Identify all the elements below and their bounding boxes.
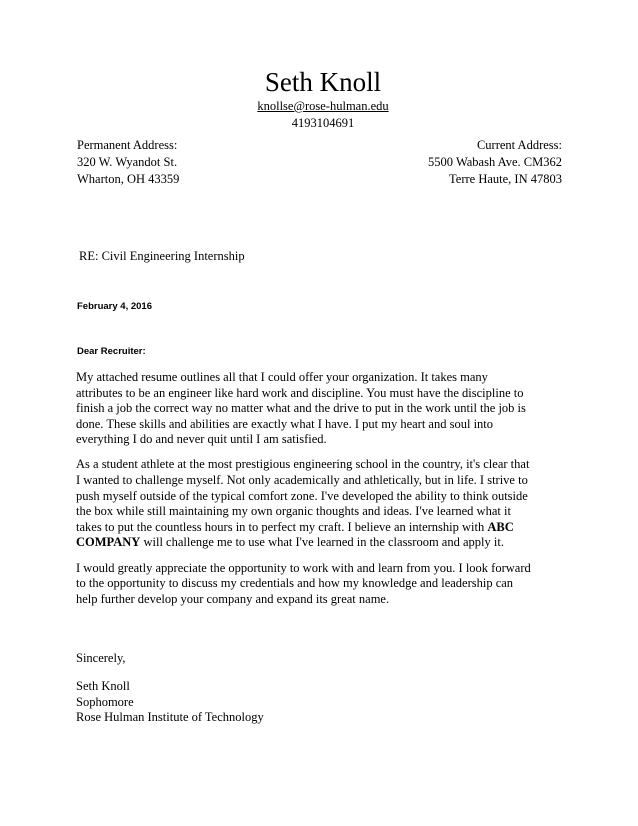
sender-email-link[interactable]: knollse@rose-hulman.edu — [257, 99, 389, 113]
letter-body — [76, 370, 566, 617]
body-line: I would greatly appreciate the opportunity to work with and learn from you. I look forward — [76, 560, 531, 575]
salutation: Dear Recruiter: — [77, 346, 146, 357]
permanent-address-city: Wharton, OH 43359 — [77, 172, 180, 186]
body-line: the box while still maintaining my own organic thoughts and ideas. I've learned what it — [76, 504, 511, 519]
body-line: help further develop your company and expand its great name. — [76, 591, 390, 606]
current-address-street: 5500 Wabash Ave. CM362 — [428, 155, 562, 169]
company-name-bold-cont: COMPANY — [76, 535, 141, 550]
letter-header — [0, 66, 638, 132]
body-line — [76, 535, 566, 551]
sender-phone: 4193104691 — [291, 116, 355, 130]
body-line-text: takes to put the countless hours in to perfect my craft. I believe an internship with — [76, 519, 488, 534]
body-line: I wanted to challenge myself. Not only academically and athletically, but in life. I strive to — [76, 473, 528, 488]
sender-name: Seth Knoll — [264, 67, 382, 97]
body-line: done. These skills and abilities are exactly what I have. I put my heart and soul into — [76, 416, 494, 431]
signature-block — [76, 679, 264, 726]
current-address-city: Terre Haute, IN 47803 — [449, 172, 562, 186]
letter-date: February 4, 2016 — [77, 301, 152, 312]
body-line-text: will challenge me to use what I've learned in the classroom and apply it. — [140, 535, 504, 550]
body-line: finish a job the correct way no matter what and the drive to put in the work until the job is — [76, 401, 526, 416]
permanent-address-block — [77, 137, 179, 188]
permanent-address-label: Permanent Address: — [77, 138, 178, 152]
body-paragraph-3 — [76, 561, 566, 608]
body-line: attributes to be an engineer like hard work and discipline. You must have the discipline to — [76, 385, 524, 400]
company-name-bold: ABC — [487, 519, 514, 534]
signature-name: Seth Knoll — [76, 679, 130, 693]
body-line: everything I do and never quit until I am satisfied. — [76, 432, 327, 447]
body-line: to the opportunity to discuss my credentials and how my knowledge and leadership can — [76, 576, 514, 591]
current-address-label: Current Address: — [476, 138, 562, 152]
body-paragraph-1 — [76, 370, 566, 448]
body-line: push myself outside of the typical comfort zone. I've developed the ability to think outside — [76, 488, 528, 503]
signature-title: Sophomore — [76, 694, 134, 709]
re-line: RE: Civil Engineering Internship — [79, 249, 245, 263]
body-paragraph-2 — [76, 457, 566, 551]
body-line: As a student athlete at the most prestigious engineering school in the country, it's clear that — [76, 457, 530, 472]
body-line: My attached resume outlines all that I could offer your organization. It takes many — [76, 370, 488, 384]
permanent-address-street: 320 W. Wyandot St. — [77, 155, 178, 169]
current-address-block — [428, 137, 562, 188]
body-line — [76, 520, 566, 536]
signature-school: Rose Hulman Institute of Technology — [76, 710, 264, 725]
closing: Sincerely, — [76, 651, 126, 665]
